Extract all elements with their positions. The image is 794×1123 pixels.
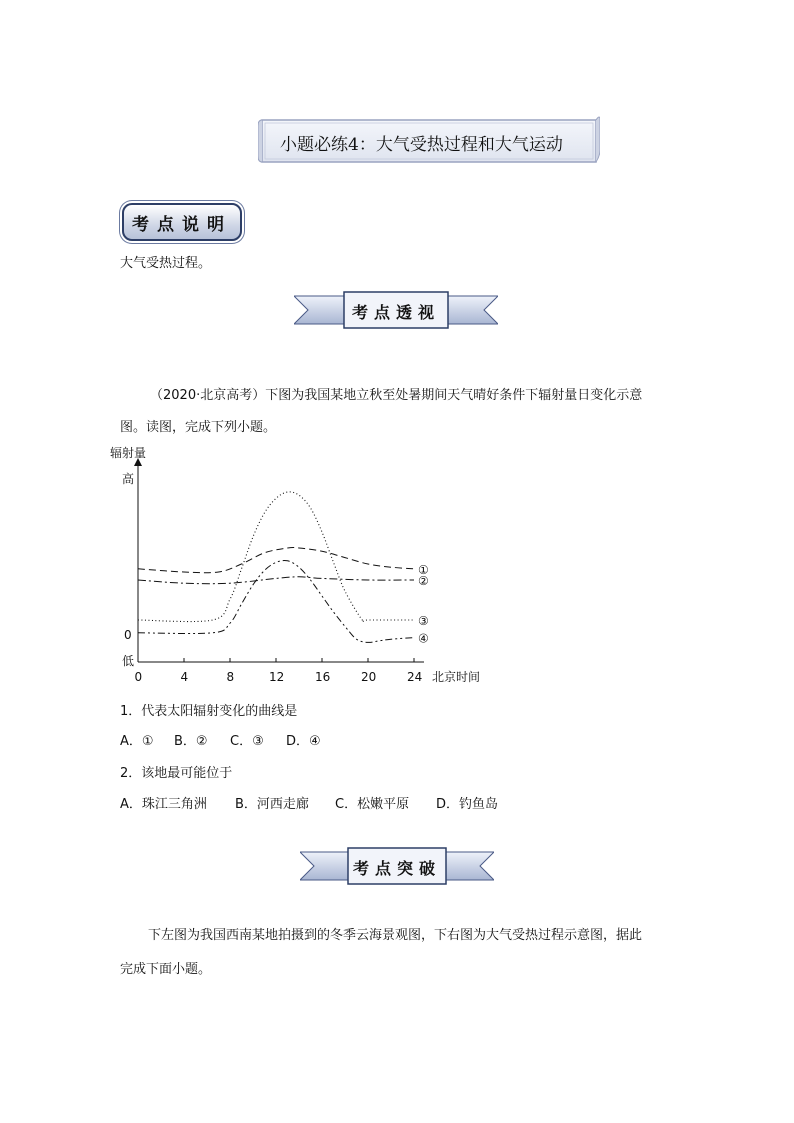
section-description: 大气受热过程。 [120,256,212,271]
series-label-2: ② [418,574,429,588]
question-2-option-d: D．钓鱼岛 [436,797,499,812]
y-tick-zero: 0 [124,628,132,642]
question-2-option-a: A．珠江三角洲 [120,797,207,812]
question-2-option-b: B．河西走廊 [235,797,309,812]
y-tick-high: 高 [122,472,135,486]
radiation-chart [110,440,500,690]
question-2-stem: 2．该地最可能位于 [120,766,233,781]
question-1-option-c: C．③ [230,734,264,749]
x-axis-label: 北京时间 [432,670,481,684]
question-2-option-c: C．松嫩平原 [335,797,410,812]
page-title: 小题必练4：大气受热过程和大气运动 [280,135,563,155]
question-1-option-b: B．② [174,734,208,749]
x-tick-label: 20 [361,670,377,684]
series-line-4 [138,560,414,642]
x-tick-label: 12 [269,670,285,684]
series-line-3 [138,492,414,622]
question-1-option-a: A．① [120,734,154,749]
series-line-1 [138,547,414,572]
question-intro-line2: 图。读图，完成下列小题。 [120,420,277,435]
x-tick-label: 24 [407,670,423,684]
y-axis-label: 辐射量 [110,446,147,460]
series-label-1: ① [418,562,429,577]
question-1-option-d: D．④ [286,734,321,749]
closing-line1: 下左图为我国西南某地拍摄到的冬季云海景观图，下右图为大气受热过程示意图，据此 [148,928,643,943]
x-tick-label: 0 [134,670,143,684]
question-1-stem: 1．代表太阳辐射变化的曲线是 [120,704,298,719]
y-tick-low: 低 [122,654,135,668]
closing-line2: 完成下面小题。 [120,962,212,977]
x-tick-label: 8 [226,670,235,684]
question-intro-line1: （2020·北京高考）下图为我国某地立秋至处暑期间天气晴好条件下辐射量日变化示意 [150,388,643,403]
x-tick-label: 16 [315,670,331,684]
ribbon-label: 考点透视 [351,303,440,322]
x-tick-label: 4 [180,670,189,684]
series-label-3: ③ [418,614,429,628]
section-badge-label: 考点说明 [132,215,232,235]
ribbon-label-2: 考点突破 [352,859,441,878]
series-label-4: ④ [418,631,429,646]
series-line-2 [138,577,414,584]
